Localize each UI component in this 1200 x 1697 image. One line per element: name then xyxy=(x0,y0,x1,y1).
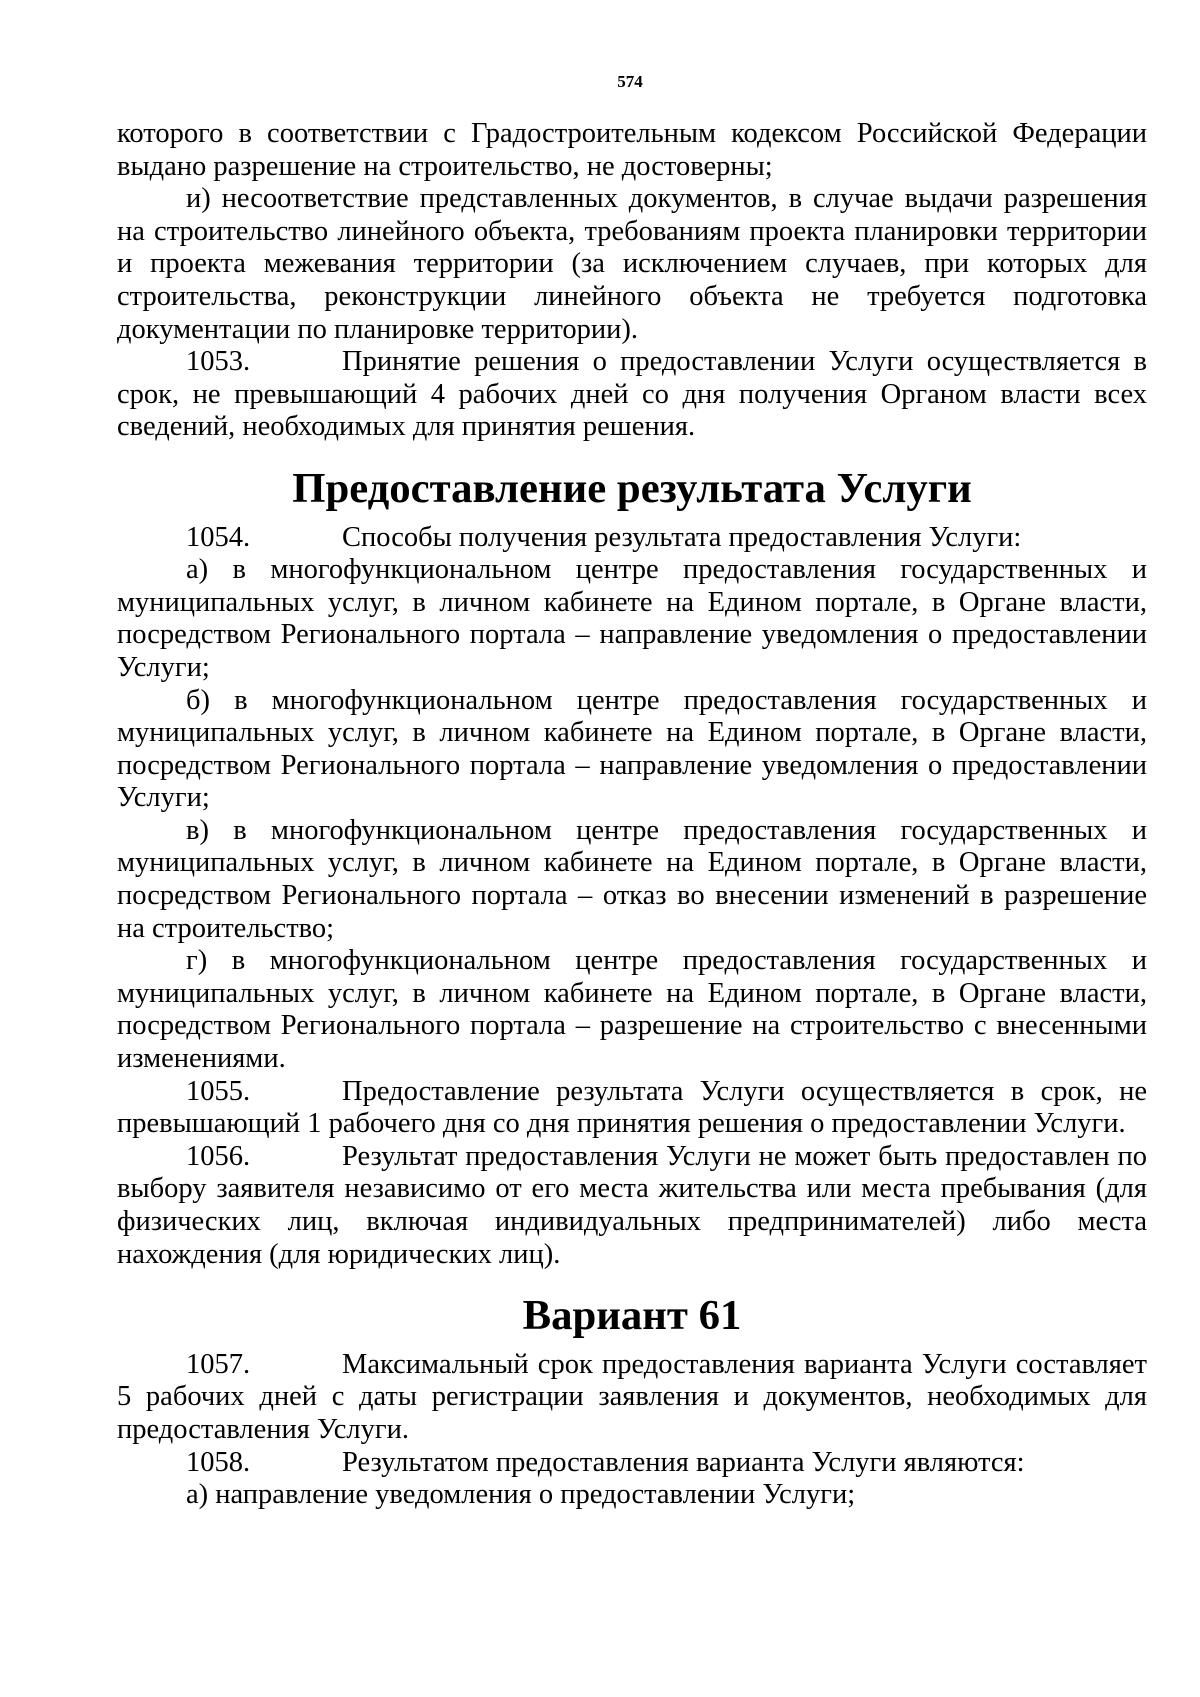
list-item-a: а) в многофункциональном центре предоставления государственных и муниципальных услуг, в личном кабинете на Едином портале, в Органе власти, посредством Регионального портала – направление уведомления о предоставлении Услуги; xyxy=(117,554,1147,683)
paragraph-1053 xyxy=(117,346,1147,444)
list-item-a-result: а) направление уведомления о предоставлении Услуги; xyxy=(186,1479,856,1511)
list-item-b: б) в многофункциональном центре предоставления государственных и муниципальных услуг, в личном кабинете на Едином портале, в Органе власти, посредством Регионального портала – направление уведомления о предоставлении Услуги; xyxy=(117,684,1147,814)
section-heading-result: Предоставление результата Услуги xyxy=(292,464,972,512)
clause-number: 1055. xyxy=(186,1075,251,1107)
clause-number: 1054. xyxy=(186,521,251,553)
clause-text: Результатом предоставления варианта Услуги являются: xyxy=(342,1446,1025,1478)
paragraph-1057 xyxy=(117,1349,1147,1447)
paragraph-1054 xyxy=(117,522,1147,555)
list-item-g: г) в многофункциональном центре предоставления государственных и муниципальных услуг, в личном кабинете на Едином портале, в Органе власти, посредством Регионального портала – разрешение на строительство с внесенными изменениями. xyxy=(117,945,1147,1075)
clause-text: Принятие решения о предоставлении Услуги осуществляется в срок, не превышающий 4 рабочих дней со дня получения Органом власти всех сведений, необходимых для принятия решения. xyxy=(117,346,1147,443)
document-body xyxy=(117,118,1147,1512)
clause-number: 1056. xyxy=(186,1140,251,1172)
clause-number: 1058. xyxy=(186,1446,251,1478)
page-number: 574 xyxy=(617,72,643,91)
paragraph-continuation: которого в соответствии с Градостроительным кодексом Российской Федерации выдано разрешение на строительство, не достоверны; xyxy=(117,118,1147,182)
paragraph-1056 xyxy=(117,1141,1147,1271)
clause-number: 1057. xyxy=(186,1348,251,1380)
clause-text: Результат предоставления Услуги не может быть предоставлен по выбору заявителя независимо от его места жительства или места пребывания (для физических лиц, включая индивидуальных предпринимателей) либо места нахождения (для юридических лиц). xyxy=(117,1140,1147,1270)
clause-text: Предоставление результата Услуги осуществляется в срок, не превышающий 1 рабочего дня со дня принятия решения о предоставлении Услуги. xyxy=(117,1075,1147,1140)
clause-number: 1053. xyxy=(186,346,251,378)
paragraph-item-i: и) несоответствие представленных документов, в случае выдачи разрешения на строительство линейного объекта, требованиям проекта планировки территории и проекта межевания территории (за исключением случаев, при которых для строительства, реконструкции линейного объекта не требуется подготовка документации по планировке территории). xyxy=(117,183,1147,345)
list-item-v: в) в многофункциональном центре предоставления государственных и муниципальных услуг, в личном кабинете на Едином портале, в Органе власти, посредством Регионального портала – отказ во внесении изменений в разрешение на строительство; xyxy=(117,814,1147,944)
paragraph-1055 xyxy=(117,1076,1147,1141)
section-heading-variant: Вариант 61 xyxy=(522,1292,742,1340)
clause-text: Максимальный срок предоставления варианта Услуги составляет 5 рабочих дней с даты регистрации заявления и документов, необходимых для предоставления Услуги. xyxy=(117,1348,1147,1445)
clause-text: Способы получения результата предоставления Услуги: xyxy=(342,521,1022,553)
paragraph-1058 xyxy=(117,1447,1147,1480)
